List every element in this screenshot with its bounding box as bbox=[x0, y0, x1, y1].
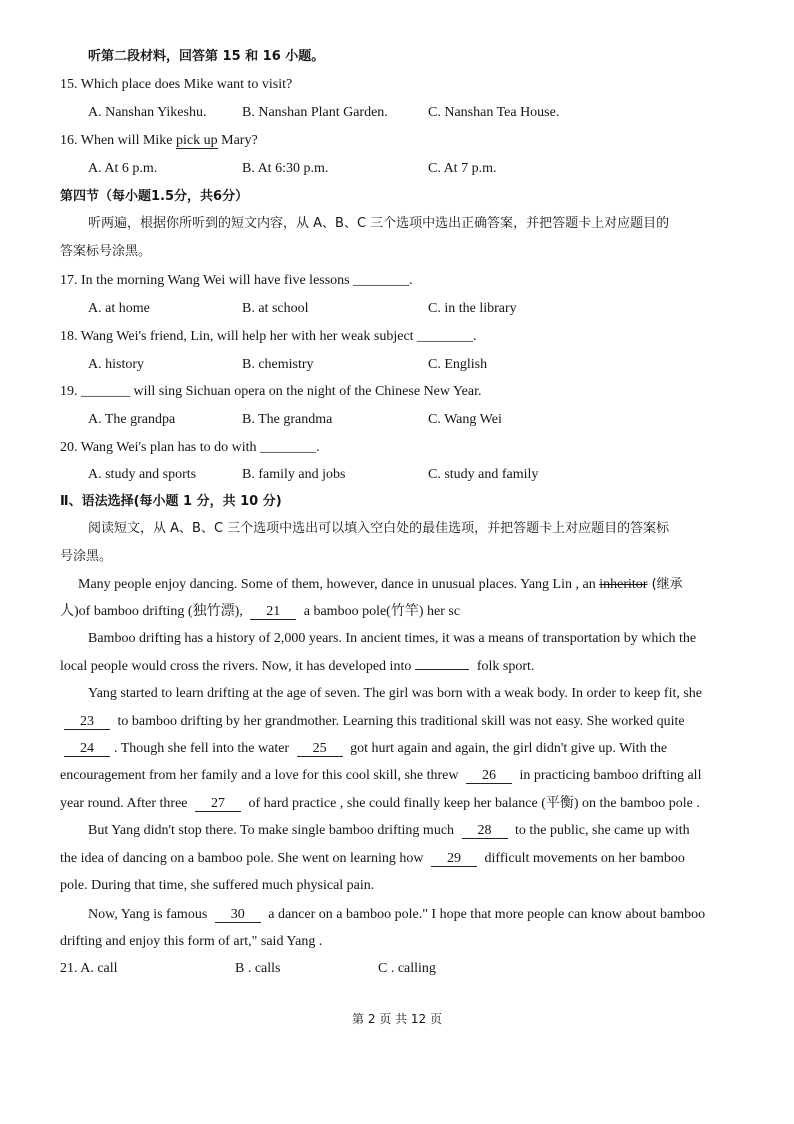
question-17-option-a: A. at home bbox=[88, 301, 150, 316]
passage-line-12: pole. During that time, she suffered much physical pain. bbox=[60, 878, 375, 893]
section-2-instruction-line2: 号涂黑。 bbox=[60, 549, 113, 564]
question-20-stem: 20. Wang Wei's plan has to do with ________. bbox=[60, 440, 320, 455]
passage-text: 人)of bamboo drifting (独竹漂), bbox=[60, 604, 247, 619]
passage-text: Now, Yang is famous bbox=[88, 907, 211, 922]
passage-text: the idea of dancing on a bamboo pole. She went on learning how bbox=[60, 851, 428, 866]
question-16-stem-end: Mary? bbox=[217, 133, 258, 148]
blank-29: 29 bbox=[431, 851, 477, 867]
blank-28: 28 bbox=[462, 823, 508, 839]
page-number-footer: 第 2 页 共 12 页 bbox=[352, 1012, 442, 1026]
question-20-option-c: C. study and family bbox=[428, 467, 539, 482]
question-15-option-b: B. Nanshan Plant Garden. bbox=[242, 105, 388, 120]
question-19-option-b: B. The grandma bbox=[242, 412, 333, 427]
passage-text: Many people enjoy dancing. Some of them, however, dance in unusual places. Yang Lin , an bbox=[78, 577, 600, 592]
blank-24: 24 bbox=[64, 741, 110, 757]
question-15-option-c: C. Nanshan Tea House. bbox=[428, 105, 560, 120]
question-21-option-b: B . calls bbox=[235, 961, 281, 976]
question-17-option-c: C. in the library bbox=[428, 301, 517, 316]
section-4-instruction-line1: 听两遍，根据你所听到的短文内容，从 A、B、C 三个选项中选出正确答案，并把答题卡上对应题目的 bbox=[88, 216, 670, 231]
passage-text: a dancer on a bamboo pole." I hope that more people can know about bamboo bbox=[264, 907, 706, 922]
passage-line-6 bbox=[60, 713, 685, 731]
question-21-option-a: 21. A. call bbox=[60, 961, 118, 976]
question-17-option-b: B. at school bbox=[242, 301, 309, 316]
passage-text: But Yang didn't stop there. To make single bamboo drifting much bbox=[88, 823, 458, 838]
question-16-option-a: A. At 6 p.m. bbox=[88, 161, 158, 176]
passage-text: got hurt again and again, the girl didn't give up. With the bbox=[346, 741, 668, 756]
passage-line-1 bbox=[78, 576, 683, 594]
blank-22 bbox=[415, 669, 469, 670]
struck-word: inheritor bbox=[599, 577, 648, 592]
passage-line-7 bbox=[60, 740, 667, 758]
passage-text: encouragement from her family and a love for this cool skill, she threw bbox=[60, 768, 462, 783]
passage-line-10 bbox=[88, 822, 690, 840]
blank-27: 27 bbox=[195, 796, 241, 812]
section-2-heading: Ⅱ、语法选择(每小题 1 分，共 10 分) bbox=[60, 494, 282, 509]
question-16-option-b: B. At 6:30 p.m. bbox=[242, 161, 329, 176]
passage-text: to bamboo drifting by her grandmother. Learning this traditional skill was not easy. She worked quite bbox=[114, 714, 685, 729]
passage-text: local people would cross the rivers. Now, it has developed into bbox=[60, 659, 412, 674]
question-18-option-b: B. chemistry bbox=[242, 357, 314, 372]
passage-line-14: drifting and enjoy this form of art," said Yang . bbox=[60, 934, 323, 949]
question-20-option-b: B. family and jobs bbox=[242, 467, 346, 482]
question-18-option-c: C. English bbox=[428, 357, 488, 372]
passage-text: of hard practice , she could finally keep her balance (平衡) on the bamboo pole . bbox=[245, 796, 700, 811]
question-15-stem: 15. Which place does Mike want to visit? bbox=[60, 77, 293, 92]
passage-text: to the public, she came up with bbox=[511, 823, 690, 838]
section-4-heading: 第四节（每小题1.5分，共6分） bbox=[60, 189, 249, 204]
question-17-stem: 17. In the morning Wang Wei will have five lessons ________. bbox=[60, 273, 413, 288]
blank-21: 21 bbox=[250, 604, 296, 620]
question-21-option-c: C . calling bbox=[378, 961, 436, 976]
passage-text: in practicing bamboo drifting all bbox=[516, 768, 702, 783]
blank-25: 25 bbox=[297, 741, 343, 757]
passage-text: year round. After three bbox=[60, 796, 191, 811]
passage-line-11 bbox=[60, 850, 685, 868]
passage-line-2 bbox=[60, 603, 460, 621]
passage-line-4 bbox=[60, 658, 534, 676]
blank-26: 26 bbox=[466, 768, 512, 784]
passage-text: (继承 bbox=[647, 577, 683, 592]
passage-text: . Though she fell into the water bbox=[114, 741, 293, 756]
question-19-stem: 19. _______ will sing Sichuan opera on the night of the Chinese New Year. bbox=[60, 384, 482, 399]
passage-line-8 bbox=[60, 767, 701, 785]
question-18-option-a: A. history bbox=[88, 357, 144, 372]
passage-line-5: Yang started to learn drifting at the age of seven. The girl was born with a weak body. In order to keep fit, she bbox=[88, 686, 703, 701]
question-19-option-a: A. The grandpa bbox=[88, 412, 176, 427]
listening-part2-intro: 听第二段材料，回答第 15 和 16 小题。 bbox=[88, 49, 325, 64]
question-16-underlined-phrase: pick up bbox=[176, 133, 218, 148]
blank-23: 23 bbox=[64, 714, 110, 730]
passage-text: a bamboo pole(竹竿) her sc bbox=[300, 604, 461, 619]
question-16-stem bbox=[60, 132, 258, 150]
passage-line-3: Bamboo drifting has a history of 2,000 years. In ancient times, it was a means of transportation by which the bbox=[88, 631, 697, 646]
passage-line-9 bbox=[60, 795, 700, 813]
passage-text: folk sport. bbox=[473, 659, 535, 674]
question-15-option-a: A. Nanshan Yikeshu. bbox=[88, 105, 207, 120]
question-18-stem: 18. Wang Wei's friend, Lin, will help her with her weak subject ________. bbox=[60, 329, 477, 344]
blank-30: 30 bbox=[215, 907, 261, 923]
section-2-instruction-line1: 阅读短文，从 A、B、C 三个选项中选出可以填入空白处的最佳选项，并把答题卡上对应题目的答案标 bbox=[88, 521, 670, 536]
passage-text: difficult movements on her bamboo bbox=[481, 851, 685, 866]
question-19-option-c: C. Wang Wei bbox=[428, 412, 502, 427]
question-16-option-c: C. At 7 p.m. bbox=[428, 161, 497, 176]
section-4-instruction-line2: 答案标号涂黑。 bbox=[60, 244, 152, 259]
passage-line-13 bbox=[88, 906, 705, 924]
question-16-stem-start: 16. When will Mike bbox=[60, 133, 177, 148]
question-20-option-a: A. study and sports bbox=[88, 467, 197, 482]
